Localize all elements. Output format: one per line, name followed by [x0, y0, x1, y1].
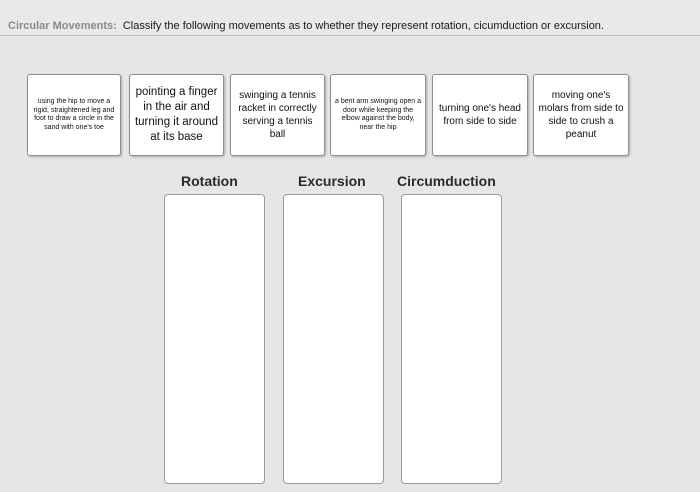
drag-card-door-elbow[interactable] — [330, 74, 426, 156]
header-bar — [0, 0, 700, 36]
drag-card-tennis-serve[interactable] — [230, 74, 325, 156]
drop-zone-excursion[interactable] — [283, 194, 384, 484]
column-title-excursion: Excursion — [298, 173, 366, 189]
column-title-rotation: Rotation — [181, 173, 238, 189]
drag-card-head-turning[interactable] — [432, 74, 528, 156]
card-text: turning one's head from side to side — [439, 103, 521, 127]
instruction-text — [8, 20, 604, 32]
drag-card-molars-peanut[interactable] — [533, 74, 629, 156]
card-text: using the hip to move a rigid, straightened leg and foot to draw a circle in the sand with one's toe — [33, 98, 115, 131]
header-divider — [0, 35, 700, 36]
card-text: moving one's molars from side to side to crush a peanut — [538, 90, 624, 140]
column-title-circumduction: Circumduction — [397, 173, 496, 189]
card-text: pointing a finger in the air and turning it around at its base — [134, 86, 219, 143]
header-instruction: Classify the following movements as to whether they represent rotation, cicumduction or excursion. — [122, 20, 604, 32]
drop-zone-circumduction[interactable] — [401, 194, 502, 484]
header-label: Circular Movements: — [8, 20, 117, 32]
drop-zone-rotation[interactable] — [164, 194, 265, 484]
card-text: a bent arm swinging open a door while keeping the elbow against the body, near the hip — [335, 98, 421, 131]
drag-card-finger-turning[interactable] — [129, 74, 224, 156]
card-text: swinging a tennis racket in correctly serving a tennis ball — [238, 90, 317, 140]
drag-card-hip-leg-circle[interactable] — [27, 74, 121, 156]
